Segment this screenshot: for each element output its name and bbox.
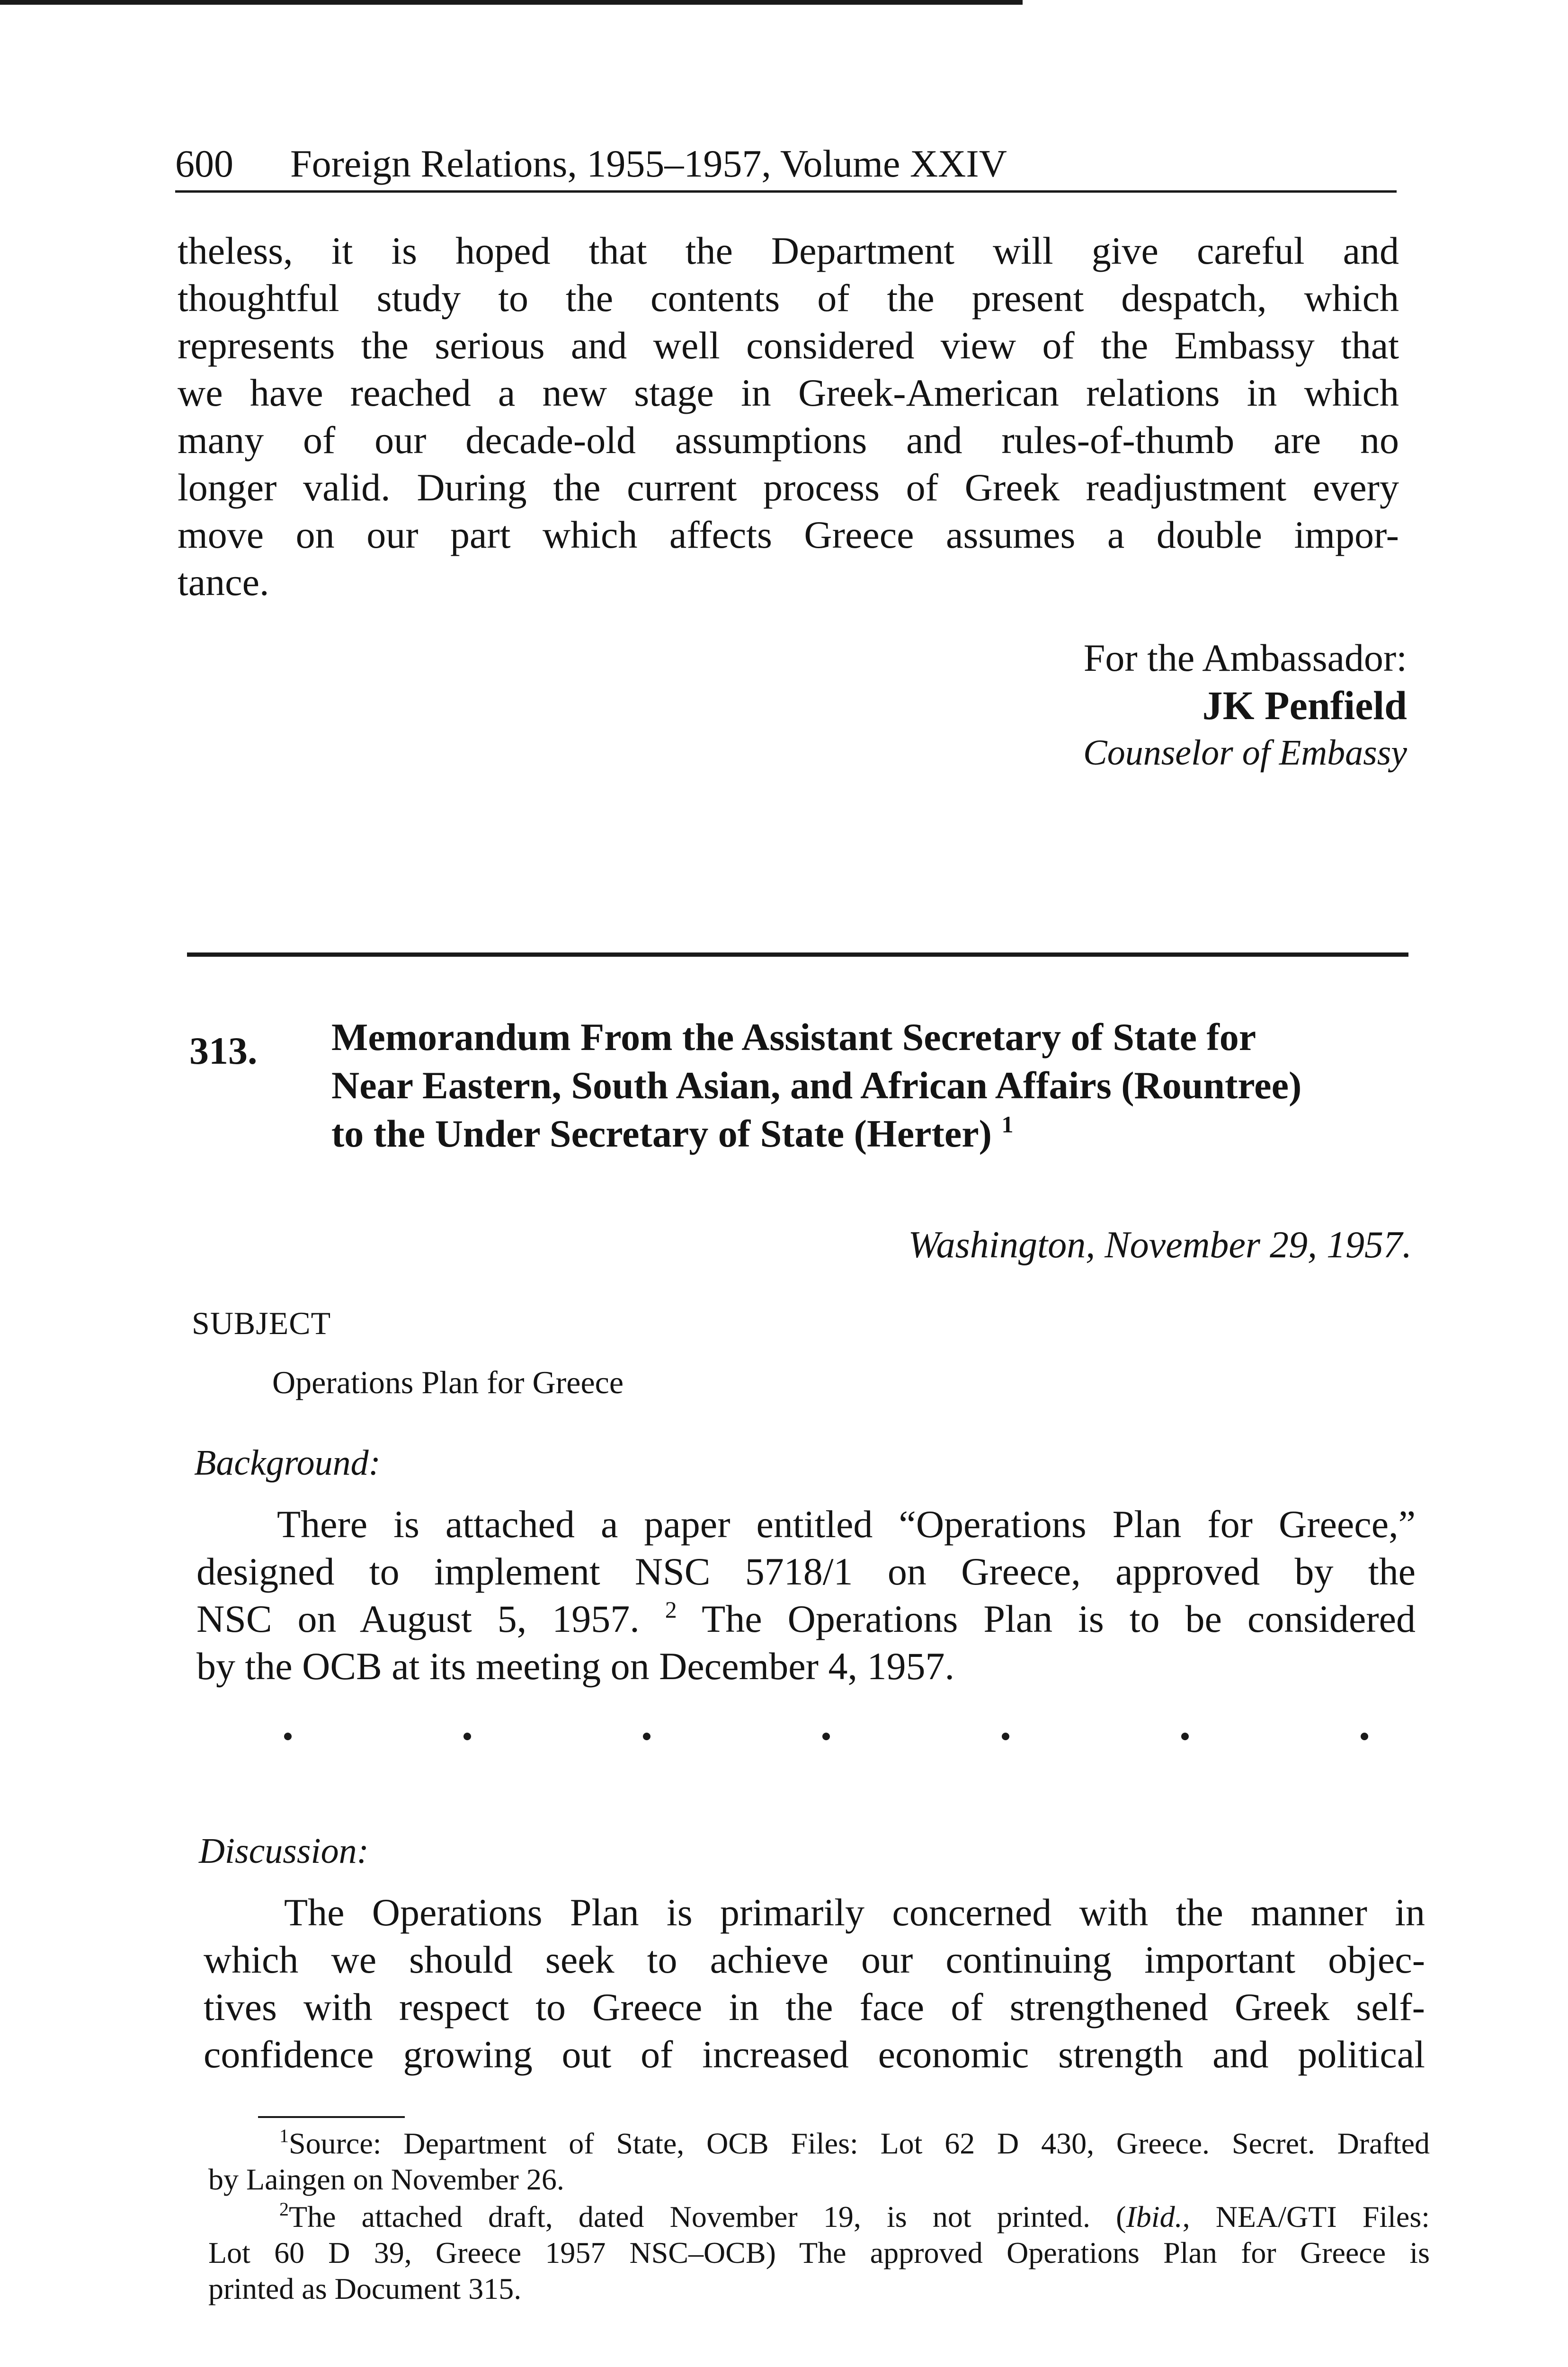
text-line: longer valid. During the current process of Greek readjustment every: [178, 466, 1399, 509]
text-fragment: The Operations Plan is to be considered: [677, 1597, 1416, 1640]
text-line: which we should seek to achieve our continuing important objec-: [204, 1938, 1425, 1981]
text-line: designed to implement NSC 5718/1 on Greece, approved by the: [196, 1550, 1416, 1593]
footnote-ref: 1: [1001, 1111, 1014, 1138]
document-title: [331, 1013, 1420, 1158]
text-line: move on our part which affects Greece assumes a double impor-: [178, 513, 1399, 556]
background-label: Background:: [194, 1443, 381, 1483]
footnote-line: [208, 2199, 1430, 2235]
footnote-line: [208, 2126, 1430, 2162]
omission-dot: [643, 1733, 650, 1740]
text-line: thoughtful study to the contents of the present despatch, which: [178, 276, 1399, 320]
footnote-line: by Laingen on November 26.: [208, 2162, 564, 2196]
ellipsis-omission: [284, 1718, 1368, 1756]
omission-dot: [1181, 1733, 1189, 1740]
subject-text: Operations Plan for Greece: [272, 1364, 624, 1400]
text-fragment: NSC on August 5, 1957.: [196, 1597, 640, 1640]
signoff-block: [839, 634, 1407, 776]
footnote-line: printed as Document 315.: [208, 2272, 522, 2305]
footnote-number: 2: [279, 2198, 289, 2220]
text-line: [196, 1595, 1416, 1643]
scan-top-edge: [0, 0, 1023, 5]
dateline: Washington, November 29, 1957.: [908, 1224, 1412, 1266]
footnote-ibid: Ibid.: [1126, 2200, 1183, 2234]
text-line: tives with respect to Greece in the face of strengthened Greek self-: [204, 1985, 1425, 2029]
running-header: [175, 140, 1397, 193]
text-line: many of our decade-old assumptions and rules-of-thumb are no: [178, 418, 1399, 462]
title-line: Memorandum From the Assistant Secretary of State for: [331, 1015, 1256, 1059]
footnote-rule: [258, 2116, 405, 2118]
footnote-2: [208, 2199, 1430, 2307]
omission-dot: [1002, 1733, 1009, 1740]
signoff-name: JK Penfield: [1202, 683, 1407, 728]
subject-label: SUBJECT: [192, 1305, 331, 1341]
text-line: we have reached a new stage in Greek-American relations in which: [178, 371, 1399, 414]
running-title: Foreign Relations, 1955–1957, Volume XXIV: [290, 142, 1007, 185]
signoff-title: Counselor of Embassy: [1083, 733, 1407, 773]
text-line: tance.: [178, 561, 269, 604]
omission-dot: [463, 1733, 471, 1740]
text-line: confidence growing out of increased economic strength and political: [204, 2033, 1425, 2076]
text-line: by the OCB at its meeting on December 4, 1957.: [196, 1645, 954, 1688]
discussion-paragraph: [204, 1889, 1425, 2078]
footnote-line: Lot 60 D 39, Greece 1957 NSC–OCB) The approved Operations Plan for Greece is: [208, 2236, 1430, 2269]
continuation-paragraph: [178, 227, 1399, 606]
title-line: [331, 1110, 1420, 1158]
title-line: Near Eastern, South Asian, and African Affairs (Rountree): [331, 1064, 1302, 1107]
discussion-label: Discussion:: [199, 1831, 369, 1871]
text-line: theless, it is hoped that the Department will give careful and: [178, 229, 1399, 272]
footnote-ref: 2: [665, 1596, 677, 1623]
title-line-text: to the Under Secretary of State (Herter): [331, 1112, 992, 1155]
footnote-1: [208, 2126, 1430, 2198]
footnote-text: , NEA/GTI Files:: [1182, 2200, 1430, 2234]
text-line: There is attached a paper entitled “Operations Plan for Greece,”: [277, 1503, 1416, 1546]
page-number: 600: [175, 142, 233, 185]
omission-dot: [284, 1733, 292, 1740]
text-line: represents the serious and well considered view of the Embassy that: [178, 324, 1399, 367]
signoff-for-line: For the Ambassador:: [1083, 636, 1407, 679]
footnote-text: Source: Department of State, OCB Files: Lot 62 D 430, Greece. Secret. Drafted: [289, 2127, 1430, 2160]
section-divider: [187, 952, 1408, 957]
omission-dot: [822, 1733, 830, 1740]
text-line: The Operations Plan is primarily concerned with the manner in: [284, 1891, 1425, 1934]
document-number: 313.: [189, 1029, 258, 1072]
omission-dot: [1361, 1733, 1368, 1740]
background-paragraph: [196, 1501, 1416, 1690]
footnote-text: The attached draft, dated November 19, is not printed. (: [289, 2200, 1126, 2234]
footnote-number: 1: [279, 2125, 289, 2146]
